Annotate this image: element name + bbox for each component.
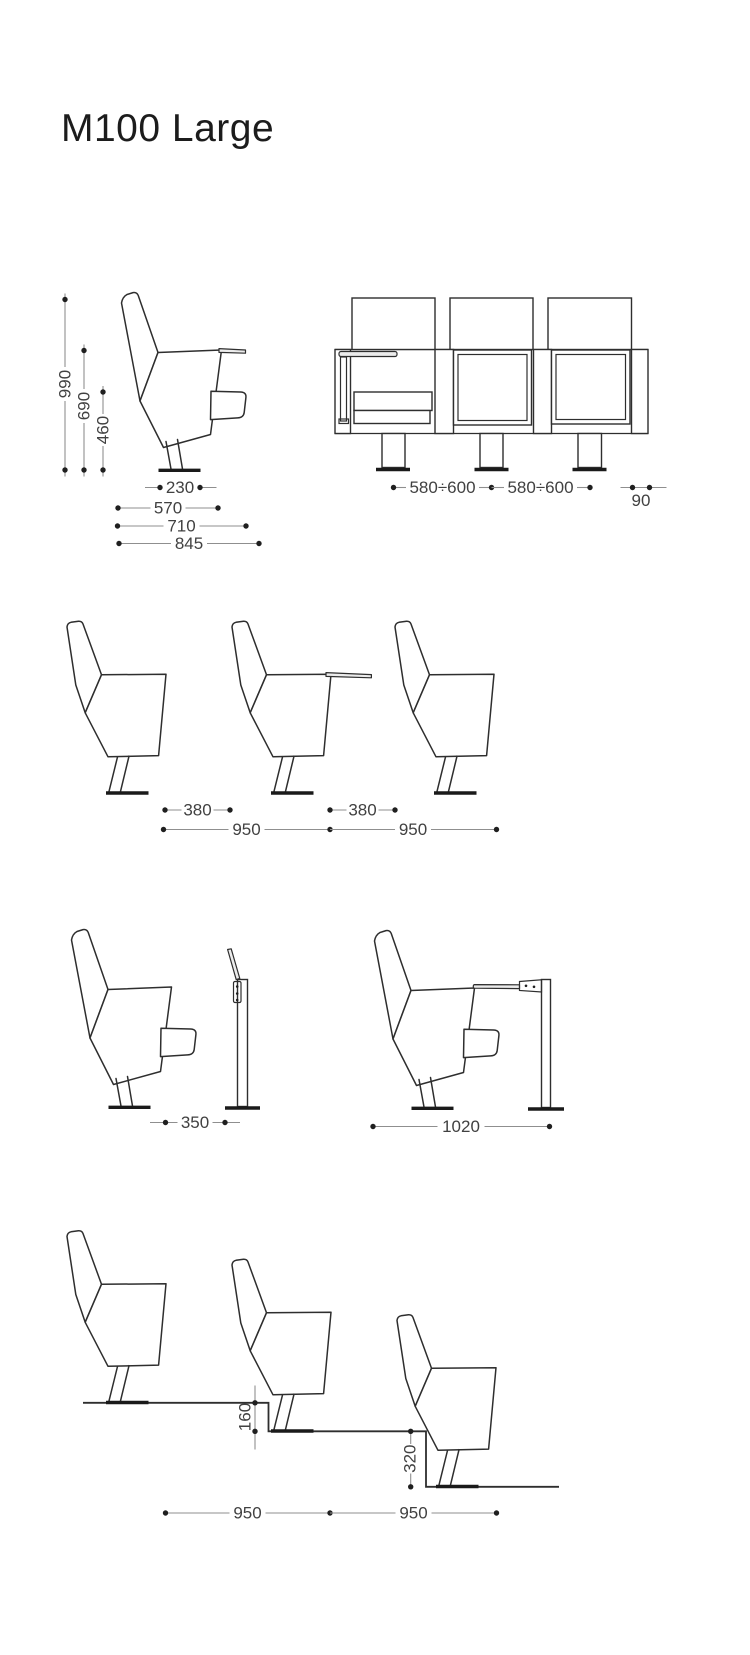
tablet-edge <box>219 349 246 354</box>
divider-panel <box>435 350 454 434</box>
backrest-front <box>352 298 435 350</box>
view-tablet-folded <box>72 930 261 1132</box>
view-row-spacing <box>67 621 499 839</box>
view-front-elevation <box>335 298 667 510</box>
dim-label-350: 350 <box>180 1113 210 1132</box>
pedestal <box>578 434 602 468</box>
pedestal <box>480 434 503 468</box>
chair-side-view <box>72 930 196 1108</box>
chair-closed-view <box>67 1231 166 1403</box>
tablet-open-bar <box>473 985 519 989</box>
dim-label-690: 690 <box>74 391 94 421</box>
dim-label-990: 990 <box>55 369 75 399</box>
seat-down-slat <box>354 392 432 411</box>
dim-label-90: 90 <box>631 491 651 510</box>
dim-label-950-2: 950 <box>398 820 428 839</box>
tablet-front <box>339 352 397 357</box>
seat-down-slat <box>354 411 430 424</box>
backrest-front <box>548 298 632 350</box>
dim-label-950-1: 950 <box>232 820 261 839</box>
divider-panel <box>534 350 552 434</box>
dim-depth-max <box>116 534 261 553</box>
dim-height-total <box>56 294 75 477</box>
dim-label-950-3: 950 <box>233 1503 262 1523</box>
dim-height-armrest <box>94 386 113 477</box>
dim-label-380-2: 380 <box>348 800 377 820</box>
dim-tablet-open <box>370 1117 552 1136</box>
backrest-front <box>450 298 533 350</box>
view-stepped-floor <box>67 1231 559 1523</box>
dim-depth-mid <box>115 517 249 536</box>
dim-label-950-4: 950 <box>399 1503 428 1523</box>
tablet-folded-bar <box>228 949 240 980</box>
dim-label-320: 320 <box>400 1444 420 1473</box>
chair-closed-view <box>67 621 166 793</box>
dim-label-1020: 1020 <box>442 1117 480 1136</box>
dim-axis-1 <box>391 478 494 497</box>
chair-closed-view <box>232 621 331 793</box>
hinge-pin <box>236 985 239 988</box>
chair-side-view <box>122 293 246 471</box>
dim-base-width <box>145 478 217 497</box>
end-panel-right <box>632 350 649 434</box>
dim-riser-1 <box>236 1386 258 1450</box>
seat-up-outer <box>552 350 631 424</box>
chair-side-view <box>375 931 499 1109</box>
dim-depth-closed <box>115 499 220 518</box>
dim-label-710: 710 <box>167 516 196 536</box>
dim-step-depth-1 <box>163 1504 333 1523</box>
hinge-pin <box>236 999 239 1002</box>
chair-closed-view <box>395 621 494 793</box>
hinge-pin <box>533 986 536 989</box>
dim-row-depth-2 <box>330 820 499 839</box>
dim-axis-2 <box>492 478 593 497</box>
hinge-pin <box>525 985 528 988</box>
dim-seat-offset-1 <box>162 801 232 820</box>
stand-post <box>542 980 551 1108</box>
dim-label-580-600-2: 580÷600 <box>507 478 574 497</box>
dim-label-230: 230 <box>165 478 195 497</box>
dim-label-460: 460 <box>93 415 113 445</box>
pedestal <box>382 434 405 468</box>
dim-tablet-folded <box>150 1113 240 1132</box>
dim-step-depth-2 <box>330 1504 499 1523</box>
dim-label-160: 160 <box>235 1402 255 1432</box>
stand-post <box>238 980 248 1107</box>
view-tablet-open <box>370 931 564 1136</box>
dim-height-backrest <box>75 345 94 477</box>
dim-label-380-1: 380 <box>183 800 212 820</box>
dim-riser-2 <box>401 1429 420 1490</box>
dim-seat-offset-2 <box>327 801 397 820</box>
page-title: M100 Large <box>61 107 275 150</box>
tablet-stand-folded <box>225 949 260 1108</box>
hinge-pin <box>236 992 239 995</box>
seat-up-outer <box>454 350 532 425</box>
dim-end-panel <box>621 485 667 510</box>
dim-label-580-600-1: 580÷600 <box>409 478 476 497</box>
dim-row-depth-1 <box>161 820 333 839</box>
tablet-edge <box>326 673 371 678</box>
dim-label-570: 570 <box>153 498 183 518</box>
dim-label-845: 845 <box>174 534 204 553</box>
tablet-hinge <box>520 980 542 992</box>
view-side-elevation <box>56 293 262 553</box>
